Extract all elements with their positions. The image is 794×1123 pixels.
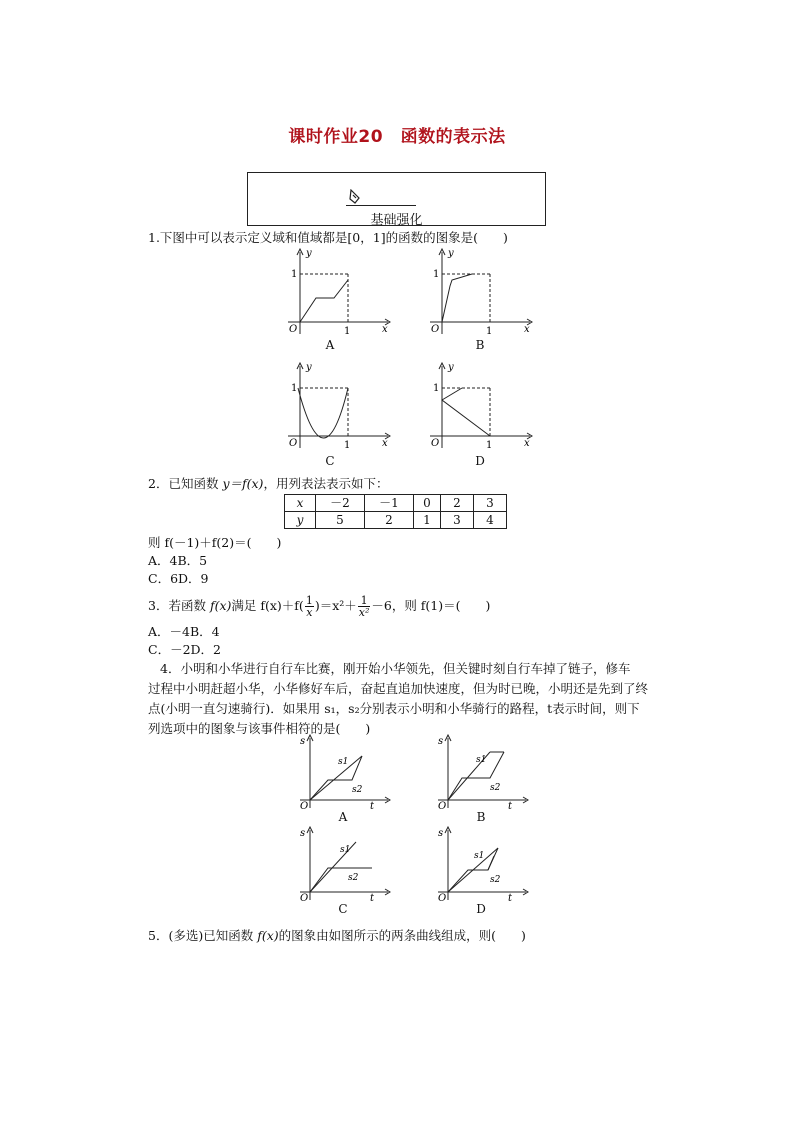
y-tick-label: 1 <box>291 269 298 280</box>
q1-graph-b <box>424 246 536 336</box>
x-axis-label: x <box>382 324 388 335</box>
pen-icon <box>348 189 362 205</box>
q1-graph-a <box>282 246 394 336</box>
table-cell: 0 <box>414 495 441 512</box>
table-cell: 2 <box>365 512 414 529</box>
s2-label: s2 <box>490 783 501 793</box>
origin-label: O <box>438 801 447 810</box>
q3-middle: 满足 <box>231 598 257 613</box>
q4-graph-c <box>294 826 394 902</box>
q4-graph-a <box>294 734 394 810</box>
table-cell: －1 <box>365 495 414 512</box>
q5-func: f(x) <box>257 928 279 943</box>
x-tick-label: 1 <box>486 326 493 336</box>
y-tick-label: 1 <box>291 383 298 394</box>
t-axis-label: t <box>508 801 513 810</box>
q3-func: f(x) <box>209 598 232 613</box>
q1-graph-a-caption: A <box>325 338 335 352</box>
table-cell: －2 <box>316 495 365 512</box>
q3-tail: －6，则 f(1)＝( ) <box>371 598 491 613</box>
table-row <box>285 495 507 512</box>
q4-graph-d-caption: D <box>476 902 486 916</box>
table-cell: 1 <box>414 512 441 529</box>
q1-graph-b-caption: B <box>475 338 485 352</box>
s2-label: s2 <box>352 785 363 795</box>
q4-line3: 点(小明一直匀速骑行)．如果用 s₁，s₂分别表示小明和小华骑行的路程，t表示时间，则下 <box>148 701 640 716</box>
fraction-denominator: x² <box>358 606 370 619</box>
table-header-x: x <box>296 496 304 510</box>
table-cell: 4 <box>474 512 507 529</box>
x-axis-label: x <box>524 438 530 449</box>
section-banner <box>247 172 546 226</box>
table-header-y: y <box>296 513 304 527</box>
s1-label: s1 <box>474 851 485 861</box>
s1-label: s1 <box>338 757 349 767</box>
fraction-denominator: x <box>306 606 313 619</box>
q1-graph-c-caption: C <box>325 454 335 468</box>
origin-label: O <box>438 893 447 902</box>
fraction-numerator: 1 <box>305 594 313 607</box>
q5-stem <box>148 926 526 946</box>
q4-graph-c-caption: C <box>338 902 348 916</box>
q2-stem <box>148 474 388 494</box>
q2-options-line2: C．6D．9 <box>148 571 209 586</box>
q1-graph-d-caption: D <box>475 454 485 468</box>
x-tick-label: 1 <box>344 440 351 450</box>
banner-label: 基础强化 <box>370 213 423 228</box>
q2-stem-prefix: 2．已知函数 <box>148 476 219 491</box>
s-axis-label: s <box>438 828 444 839</box>
q4-graph-a-caption: A <box>338 810 348 824</box>
s2-label: s2 <box>490 875 501 885</box>
origin-label: O <box>289 324 298 335</box>
y-tick-label: 1 <box>433 269 440 280</box>
origin-label: O <box>289 438 298 449</box>
q1-graph-d <box>424 360 536 450</box>
t-axis-label: t <box>370 801 375 810</box>
q5-prefix: 5．(多选)已知函数 <box>148 928 254 943</box>
q3-fraction-2 <box>358 595 371 618</box>
q3-stem <box>148 594 490 618</box>
x-axis-label: x <box>382 438 388 449</box>
page-title: 课时作业20 函数的表示法 <box>288 127 506 147</box>
q2-value-table <box>284 494 507 529</box>
table-cell: 5 <box>316 512 365 529</box>
q3-lhs: f(x)＋f( <box>260 598 304 613</box>
y-axis-label: y <box>448 362 454 373</box>
origin-label: O <box>431 438 440 449</box>
q4-line4: 列选项中的图象与该事件相符的是( ) <box>148 721 371 736</box>
y-axis-label: y <box>448 248 454 259</box>
q3-options-line1: A．－4B．4 <box>148 624 220 639</box>
origin-label: O <box>300 801 309 810</box>
banner-underline <box>346 205 416 206</box>
table-row <box>285 512 507 529</box>
q3-options-line2: C．－2D．2 <box>148 642 221 657</box>
s-axis-label: s <box>438 736 444 747</box>
q3-fraction-1 <box>305 595 314 618</box>
q1-stem: 1.下图中可以表示定义域和值域都是[0，1]的函数的图象是( ) <box>148 230 508 245</box>
s1-label: s1 <box>340 845 351 855</box>
origin-label: O <box>431 324 440 335</box>
t-axis-label: t <box>370 893 375 902</box>
table-cell: 3 <box>474 495 507 512</box>
q4-line2: 过程中小明赶超小华，小华修好车后，奋起直追加快速度，但为时已晚，小明还是先到了终 <box>148 681 649 696</box>
y-axis-label: y <box>306 362 312 373</box>
q2-options-line1: A．4B．5 <box>148 553 208 568</box>
fraction-numerator: 1 <box>358 595 371 607</box>
q2-stem-suffix: ，用列表法表示如下： <box>263 476 389 491</box>
q2-question: 则 f(－1)＋f(2)＝( ) <box>148 535 282 550</box>
s-axis-label: s <box>300 736 306 747</box>
x-tick-label: 1 <box>486 440 493 450</box>
q5-suffix: 的图象由如图所示的两条曲线组成，则( ) <box>278 928 526 943</box>
q2-stem-func: y＝f(x) <box>222 476 264 491</box>
x-tick-label: 1 <box>344 326 351 336</box>
s1-label: s1 <box>476 755 487 765</box>
s-axis-label: s <box>300 828 306 839</box>
q1-graph-c <box>282 360 394 450</box>
x-axis-label: x <box>524 324 530 335</box>
q3-prefix: 3．若函数 <box>148 598 206 613</box>
t-axis-label: t <box>508 893 513 902</box>
y-tick-label: 1 <box>433 383 440 394</box>
q4-graph-b-caption: B <box>476 810 486 824</box>
table-cell: 2 <box>441 495 474 512</box>
q4-graph-d <box>432 826 532 902</box>
table-cell: 3 <box>441 512 474 529</box>
y-axis-label: y <box>306 248 312 259</box>
origin-label: O <box>300 893 309 902</box>
s2-label: s2 <box>348 873 359 883</box>
q4-graph-b <box>432 734 532 810</box>
q4-line1: 4．小明和小华进行自行车比赛，刚开始小华领先，但关键时刻自行车掉了链子，修车 <box>160 661 631 676</box>
q3-eq: )＝x²＋ <box>314 598 357 613</box>
